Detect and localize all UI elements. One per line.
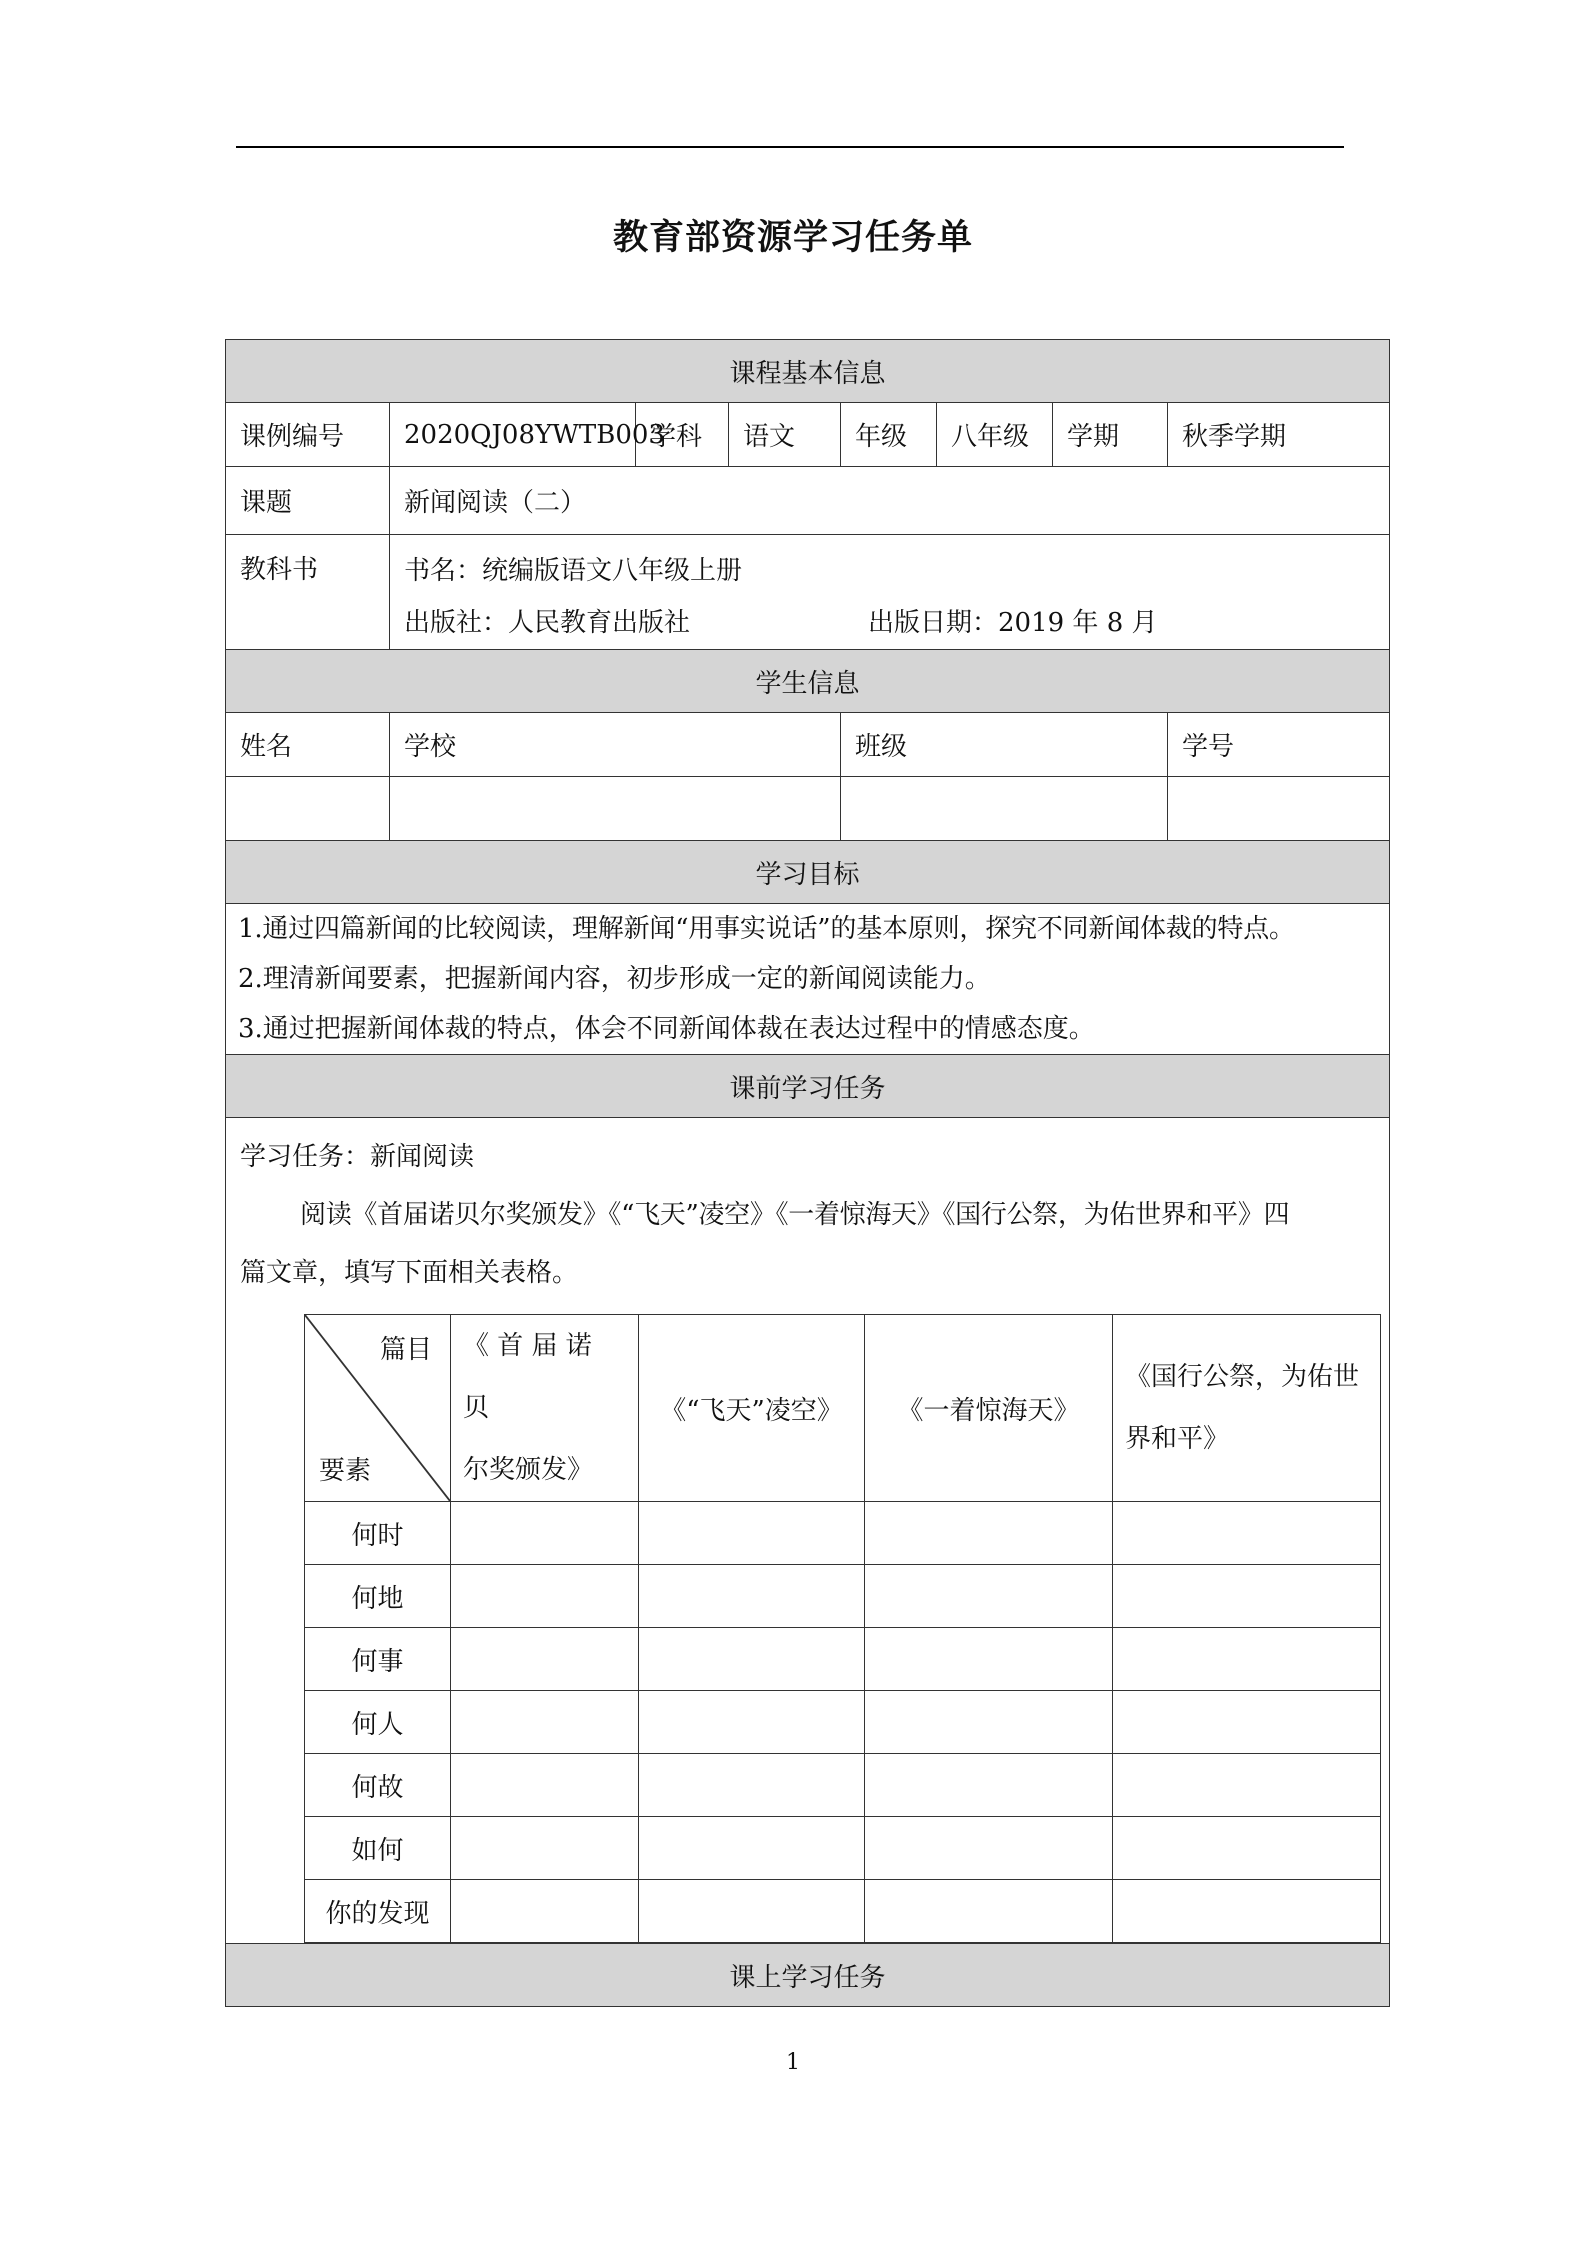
class-field[interactable] (841, 777, 1168, 841)
topic-row (226, 467, 1390, 535)
answer-cell[interactable] (1113, 1880, 1381, 1943)
answer-cell[interactable] (1113, 1502, 1381, 1565)
table-row (305, 1691, 1381, 1754)
corner-row-label: 要素 (319, 1456, 372, 1486)
row-label: 何时 (305, 1502, 451, 1565)
answer-cell[interactable] (865, 1691, 1113, 1754)
answer-cell[interactable] (451, 1565, 639, 1628)
task-sheet-table (225, 339, 1390, 2007)
row-label: 何人 (305, 1691, 451, 1754)
row-label: 何事 (305, 1628, 451, 1691)
class-label: 班级 (841, 713, 1168, 777)
section-basic-info (226, 340, 1390, 403)
page-number: 1 (786, 2050, 800, 2075)
answer-cell[interactable] (865, 1502, 1113, 1565)
article-header-2: 《“飞天”凌空》 (639, 1315, 865, 1502)
section-title: 课上学习任务 (226, 1944, 1390, 2007)
article-title-part: 《国行公祭，为佑世 (1125, 1362, 1360, 1392)
textbook-label: 教科书 (226, 535, 390, 650)
answer-cell[interactable] (639, 1691, 865, 1754)
inner-header-row (305, 1315, 1381, 1502)
pre-task-row (226, 1118, 1390, 1944)
section-student-info (226, 650, 1390, 713)
table-row (305, 1628, 1381, 1691)
topic-label: 课题 (226, 467, 390, 535)
answer-cell[interactable] (451, 1880, 639, 1943)
row-label: 何故 (305, 1754, 451, 1817)
grade-value: 八年级 (937, 403, 1053, 467)
article-header-4 (1113, 1315, 1381, 1502)
textbook-info (390, 535, 1390, 650)
news-elements-table (304, 1314, 1381, 1943)
answer-cell[interactable] (451, 1691, 639, 1754)
answer-cell[interactable] (451, 1817, 639, 1880)
code-value: 2020QJ08YWTB003 (390, 403, 636, 467)
publisher-line (404, 597, 1375, 649)
term-value: 秋季学期 (1168, 403, 1390, 467)
goal-item: 1.通过四篇新闻的比较阅读，理解新闻“用事实说话”的基本原则，探究不同新闻体裁的特点。 (238, 914, 1295, 944)
table-row (305, 1565, 1381, 1628)
header-rule (236, 146, 1344, 148)
answer-cell[interactable] (639, 1754, 865, 1817)
student-input-row (226, 777, 1390, 841)
table-row (305, 1502, 1381, 1565)
school-field[interactable] (390, 777, 841, 841)
student-header-row (226, 713, 1390, 777)
answer-cell[interactable] (639, 1628, 865, 1691)
section-title: 课程基本信息 (226, 340, 1390, 403)
answer-cell[interactable] (451, 1502, 639, 1565)
row-label: 如何 (305, 1817, 451, 1880)
table-row (305, 1817, 1381, 1880)
section-goals (226, 841, 1390, 904)
section-title: 课前学习任务 (226, 1055, 1390, 1118)
task-title: 学习任务：新闻阅读 (240, 1142, 475, 1172)
row-label: 你的发现 (305, 1880, 451, 1943)
article-title-part: 尔奖颁发》 (463, 1455, 594, 1485)
subject-label: 学科 (636, 403, 729, 467)
grade-label: 年级 (841, 403, 937, 467)
section-title: 学习目标 (226, 841, 1390, 904)
table-row (305, 1880, 1381, 1943)
id-label: 学号 (1168, 713, 1390, 777)
goals-row (226, 904, 1390, 1055)
name-field[interactable] (226, 777, 390, 841)
id-field[interactable] (1168, 777, 1390, 841)
name-label: 姓名 (226, 713, 390, 777)
answer-cell[interactable] (639, 1502, 865, 1565)
publisher: 出版社：人民教育出版社 (404, 608, 691, 638)
topic-value: 新闻阅读（二） (390, 467, 1390, 535)
book-name: 书名：统编版语文八年级上册 (404, 556, 743, 586)
subject-value: 语文 (729, 403, 841, 467)
school-label: 学校 (390, 713, 841, 777)
answer-cell[interactable] (1113, 1691, 1381, 1754)
task-instruction-cont: 篇文章，填写下面相关表格。 (240, 1258, 579, 1288)
article-header-3: 《一着惊海天》 (865, 1315, 1113, 1502)
document-title: 教育部资源学习任务单 (612, 218, 973, 258)
pre-task-content (226, 1118, 1390, 1944)
answer-cell[interactable] (865, 1880, 1113, 1943)
answer-cell[interactable] (1113, 1754, 1381, 1817)
answer-cell[interactable] (865, 1628, 1113, 1691)
answer-cell[interactable] (1113, 1628, 1381, 1691)
article-title-part: 《 首 届 诺 贝 (463, 1331, 592, 1423)
section-title: 学生信息 (226, 650, 1390, 713)
task-instruction: 阅读《首届诺贝尔奖颁发》《“飞天”凌空》《一着惊海天》《国行公祭，为佑世界和平》四 (300, 1200, 1290, 1230)
answer-cell[interactable] (865, 1754, 1113, 1817)
section-in-class-task (226, 1944, 1390, 2007)
corner-column-label: 篇目 (379, 1335, 432, 1365)
answer-cell[interactable] (1113, 1565, 1381, 1628)
diagonal-header-cell (305, 1315, 451, 1502)
answer-cell[interactable] (639, 1880, 865, 1943)
answer-cell[interactable] (639, 1817, 865, 1880)
goals-list (226, 904, 1390, 1055)
course-info-row (226, 403, 1390, 467)
row-label: 何地 (305, 1565, 451, 1628)
answer-cell[interactable] (1113, 1817, 1381, 1880)
answer-cell[interactable] (639, 1565, 865, 1628)
publish-date: 出版日期：2019 年 8 月 (868, 608, 1158, 638)
answer-cell[interactable] (451, 1754, 639, 1817)
table-row (305, 1754, 1381, 1817)
section-pre-class-task (226, 1055, 1390, 1118)
article-title-part: 界和平》 (1125, 1424, 1230, 1454)
answer-cell[interactable] (451, 1628, 639, 1691)
goal-item: 2.理清新闻要素，把握新闻内容，初步形成一定的新闻阅读能力。 (238, 964, 991, 994)
answer-cell[interactable] (865, 1817, 1113, 1880)
answer-cell[interactable] (865, 1565, 1113, 1628)
code-label: 课例编号 (226, 403, 390, 467)
textbook-row (226, 535, 1390, 650)
article-header-1 (451, 1315, 639, 1502)
goal-item: 3.通过把握新闻体裁的特点，体会不同新闻体裁在表达过程中的情感态度。 (238, 1014, 1095, 1044)
term-label: 学期 (1053, 403, 1168, 467)
